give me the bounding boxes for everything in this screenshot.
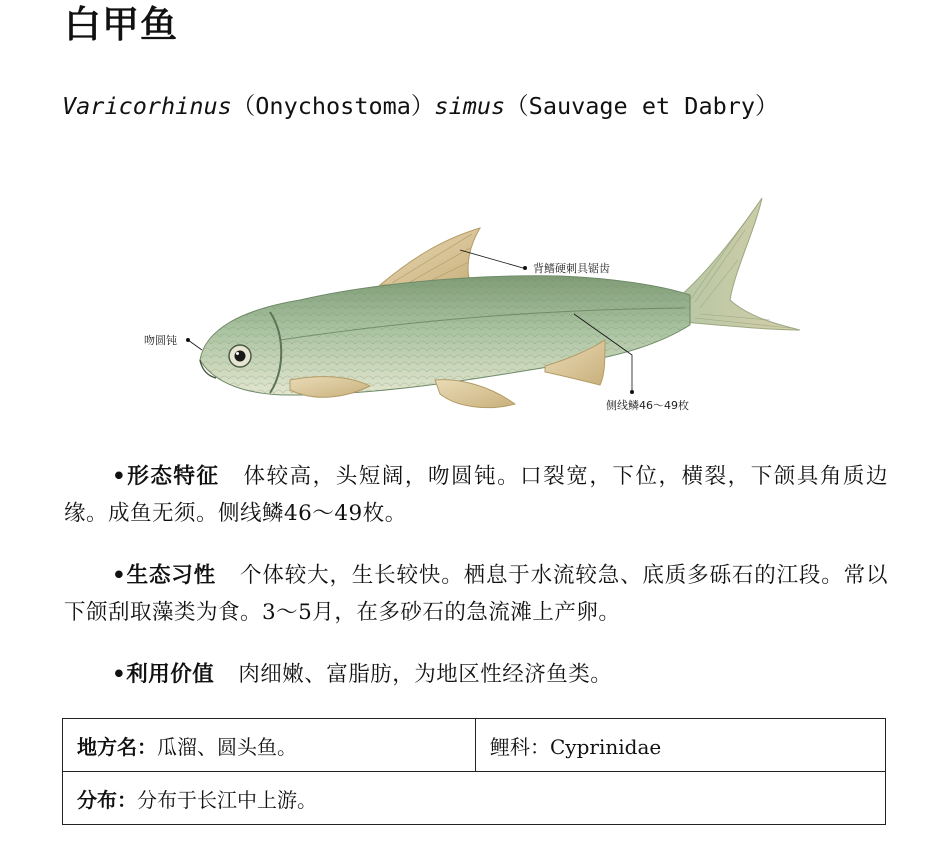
section-heading: •生态习性 [112,563,217,588]
fish-illustration [130,190,830,430]
family-value: 鲤科：Cyprinidae [490,734,662,759]
section-morphology [64,458,888,532]
info-table [62,718,886,825]
distribution-cell [63,772,886,825]
section-value [64,656,888,693]
species-name: simus [434,92,506,120]
pelvic-fin [435,380,515,408]
local-name-key: 地方名： [77,734,157,759]
author-name: （Sauvage et Dabry） [505,92,779,120]
section-text: 肉细嫩、富脂肪，为地区性经济鱼类。 [238,662,613,687]
family-cell [476,719,886,772]
label-dorsal-spine: 背鳍硬刺具锯齿 [533,262,610,275]
scientific-name [62,85,822,128]
section-text: 个体较大，生长较快。栖息于水流较急、底质多砾石的江段。常以下颌刮取藻类为食。3～5月，在多砂石的急流滩上产卵。 [64,563,888,625]
distribution-value: 分布于长江中上游。 [137,787,317,812]
label-snout: 吻圆钝 [144,334,177,347]
page-title: 白甲鱼 [64,3,178,46]
distribution-key: 分布： [77,787,137,812]
section-heading: •形态特征 [112,464,220,489]
genus-name: Varicorhinus [62,92,232,120]
info-row [63,772,886,825]
info-row [63,719,886,772]
section-heading: •利用价值 [112,662,215,687]
local-name-cell [63,719,476,772]
tail-fin [678,198,800,330]
section-ecology [64,557,888,631]
local-name-value: 瓜溜、圆头鱼。 [157,734,297,759]
subgenus-name: （Onychostoma） [231,92,435,120]
label-lateral-scales: 侧线鳞46～49枚 [606,399,689,412]
dorsal-fin [380,228,480,285]
section-text: 体较高，头短阔，吻圆钝。口裂宽，下位，横裂，下颌具角质边缘。成鱼无须。侧线鳞46～49枚。 [64,464,888,526]
